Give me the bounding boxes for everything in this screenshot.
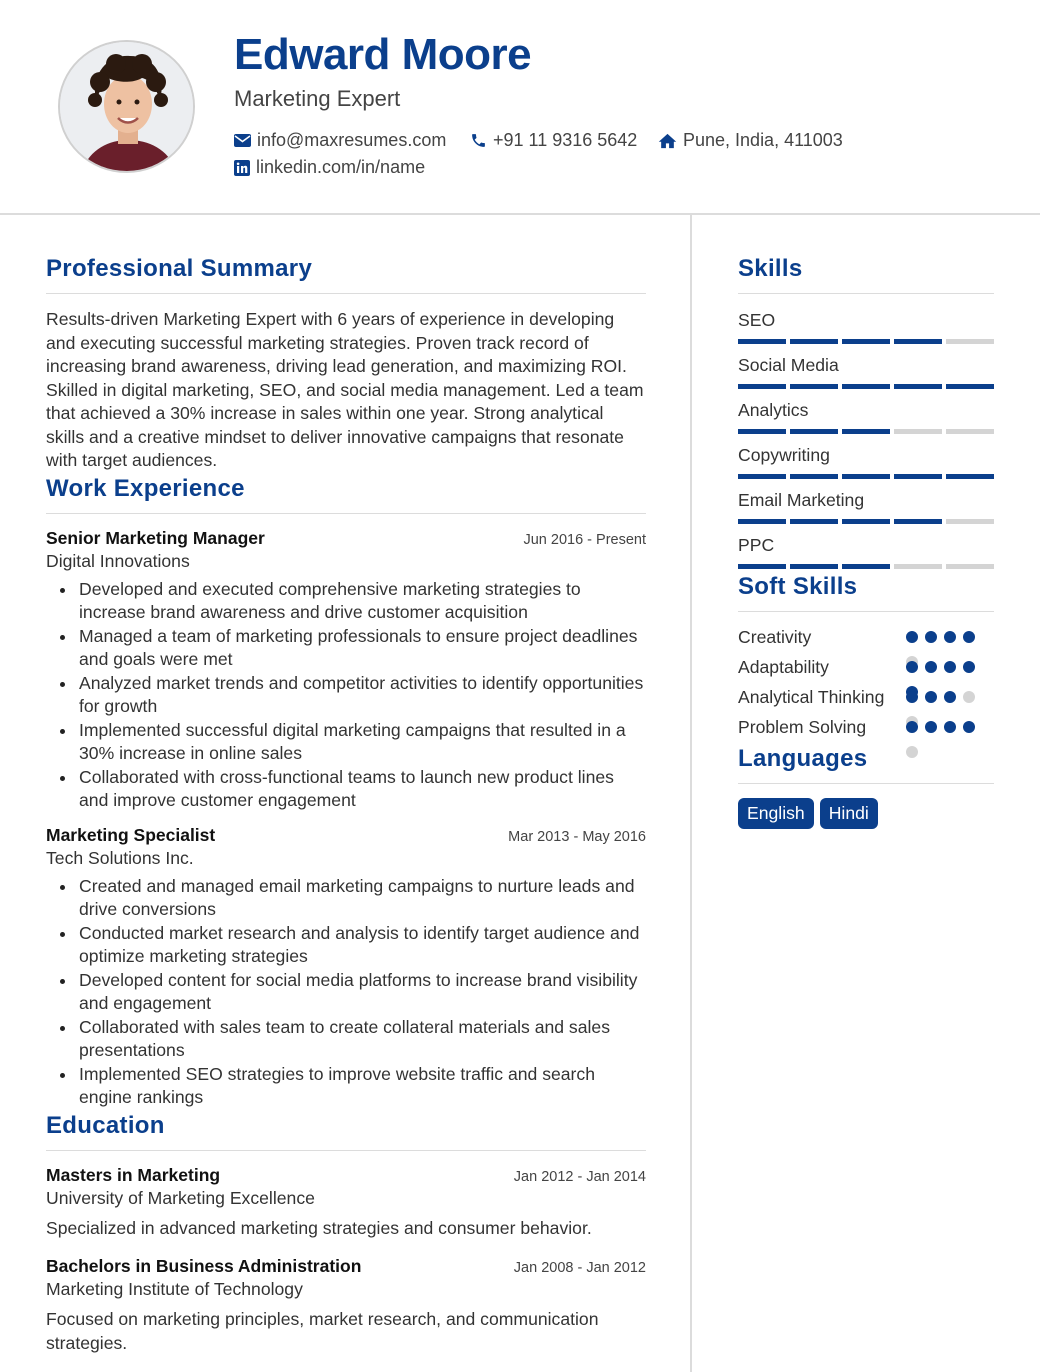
skill-level-segment <box>894 519 942 524</box>
rating-dot <box>944 691 956 703</box>
bullet-item: Collaborated with cross-functional teams to launch new product lines and improve customer engagement <box>46 766 646 813</box>
main-column <box>46 255 646 1355</box>
job-role: Senior Marketing Manager <box>46 527 265 548</box>
phone-icon <box>470 132 487 149</box>
skill-name: SEO <box>738 310 776 330</box>
section-divider <box>46 1150 646 1151</box>
skill-level-segment <box>842 429 890 434</box>
job-entry <box>46 825 646 1110</box>
school-name: Marketing Institute of Technology <box>46 1279 303 1299</box>
skill-level-segment <box>790 474 838 479</box>
home-icon <box>658 133 677 149</box>
rating-dot <box>906 661 918 673</box>
soft-skill-name: Problem Solving <box>738 717 867 737</box>
candidate-name: Edward Moore <box>234 30 532 79</box>
skill-level-segment <box>738 474 786 479</box>
bullet-item: Developed content for social media platforms to increase brand visibility and engagement <box>46 969 646 1016</box>
rating-dot <box>963 691 975 703</box>
rating-dot <box>906 691 918 703</box>
job-company: Digital Innovations <box>46 550 190 571</box>
skill-level-segment <box>946 384 994 389</box>
job-date: Jun 2016 - Present <box>523 531 646 548</box>
education-date: Jan 2008 - Jan 2012 <box>513 1260 646 1276</box>
skills-list <box>738 310 994 569</box>
skill-item <box>738 355 994 389</box>
bullet-item: Analyzed market trends and competitor activities to identify opportunities for growth <box>46 672 646 719</box>
skill-level-segment <box>946 519 994 524</box>
rating-dot <box>925 721 937 733</box>
section-divider <box>46 513 646 514</box>
bullet-item: Managed a team of marketing professionals to ensure project deadlines and goals were met <box>46 625 646 672</box>
rating-dot <box>906 721 918 733</box>
job-bullets <box>46 875 646 1110</box>
soft-skill-rating <box>906 721 978 758</box>
soft-skill-item <box>738 715 994 739</box>
skill-level-segment <box>790 429 838 434</box>
skill-item <box>738 400 994 434</box>
rating-dot <box>925 661 937 673</box>
skill-name: Analytics <box>738 400 809 420</box>
rating-dot <box>944 631 956 643</box>
linkedin-icon <box>234 160 250 176</box>
skill-level-segment <box>738 519 786 524</box>
soft-skill-item <box>738 625 994 649</box>
languages-heading: Languages <box>738 745 868 772</box>
bullet-item: Conducted market research and analysis to identify target audience and optimize marketing strategies <box>46 922 646 969</box>
phone-text: +91 11 9316 5642 <box>493 130 638 150</box>
soft-skills-heading: Soft Skills <box>738 573 858 600</box>
skill-level-segment <box>738 384 786 389</box>
skill-name: PPC <box>738 535 775 555</box>
skills-heading: Skills <box>738 255 803 282</box>
skill-level-segment <box>842 339 890 344</box>
skill-level-bar <box>738 519 994 524</box>
skill-level-bar <box>738 564 994 569</box>
skill-item <box>738 310 994 344</box>
soft-skills-section <box>738 573 994 739</box>
soft-skill-item <box>738 655 994 679</box>
candidate-title: Marketing Expert <box>234 86 401 111</box>
job-company: Tech Solutions Inc. <box>46 847 194 868</box>
education-heading: Education <box>46 1111 165 1139</box>
soft-skill-item <box>738 685 994 709</box>
degree-name: Masters in Marketing <box>46 1164 221 1185</box>
skill-level-segment <box>790 384 838 389</box>
skill-level-segment <box>738 429 786 434</box>
skill-level-segment <box>946 564 994 569</box>
section-divider <box>738 611 994 612</box>
rating-dot <box>963 721 975 733</box>
rating-dot <box>925 631 937 643</box>
skill-name: Copywriting <box>738 445 830 465</box>
rating-dot <box>925 691 937 703</box>
skill-level-segment <box>946 474 994 479</box>
education-section <box>46 1112 646 1356</box>
rating-dot <box>944 661 956 673</box>
skill-item <box>738 490 994 524</box>
skill-level-segment <box>790 519 838 524</box>
skill-level-bar <box>738 384 994 389</box>
language-tag: English <box>738 798 814 829</box>
experience-section <box>46 475 646 1110</box>
resume-header <box>0 0 1040 215</box>
skill-level-segment <box>738 339 786 344</box>
skill-level-segment <box>894 384 942 389</box>
skill-level-segment <box>894 474 942 479</box>
skill-level-bar <box>738 429 994 434</box>
section-divider <box>738 783 994 784</box>
education-date: Jan 2012 - Jan 2014 <box>513 1168 646 1185</box>
education-entry <box>46 1256 646 1355</box>
skill-level-segment <box>946 339 994 344</box>
contact-phone[interactable] <box>470 130 637 151</box>
rating-dot <box>906 631 918 643</box>
linkedin-text: linkedin.com/in/name <box>256 157 426 177</box>
section-divider <box>46 293 646 294</box>
soft-skill-name: Analytical Thinking <box>738 687 885 707</box>
soft-skills-list <box>738 625 994 739</box>
rating-dot <box>906 746 918 758</box>
education-entry <box>46 1165 646 1241</box>
job-bullets <box>46 578 646 813</box>
contact-email[interactable] <box>234 130 446 151</box>
bullet-item: Implemented successful digital marketing campaigns that resulted in a 30% increase in online sales <box>46 719 646 766</box>
contact-linkedin[interactable] <box>234 157 425 178</box>
skill-name: Social Media <box>738 355 839 375</box>
soft-skill-name: Adaptability <box>738 657 829 677</box>
section-divider <box>738 293 994 294</box>
summary-section <box>46 255 646 473</box>
skill-item <box>738 445 994 479</box>
rating-dot <box>963 631 975 643</box>
skill-level-segment <box>842 474 890 479</box>
skill-level-segment <box>842 519 890 524</box>
rating-dot <box>944 721 956 733</box>
education-description: Focused on marketing principles, market research, and communication strategies. <box>46 1309 599 1353</box>
degree-name: Bachelors in Business Administration <box>46 1256 362 1276</box>
job-date: Mar 2013 - May 2016 <box>508 828 646 845</box>
job-entry <box>46 528 646 813</box>
bullet-item: Implemented SEO strategies to improve website traffic and search engine rankings <box>46 1063 646 1110</box>
skill-level-segment <box>738 564 786 569</box>
skill-name: Email Marketing <box>738 490 865 510</box>
summary-text: Results-driven Marketing Expert with 6 years of experience in developing and executing successful marketing strategies. Proven track record of increasing brand awareness, driving lead generation, and maximizing ROI. Skilled in digital marketing, SEO, and social media management. Led a team that achieved a 30% increase in sales within one year. Strong analytical skills and a creative mindset to deliver innovative campaigns that resonate with target audiences. <box>46 309 644 470</box>
rating-dot <box>963 661 975 673</box>
summary-heading: Professional Summary <box>46 255 313 282</box>
skill-level-segment <box>946 429 994 434</box>
skill-level-segment <box>894 429 942 434</box>
skill-level-segment <box>894 339 942 344</box>
bullet-item: Developed and executed comprehensive marketing strategies to increase brand awareness and drive customer acquisition <box>46 578 646 625</box>
bullet-item: Collaborated with sales team to create collateral materials and sales presentations <box>46 1016 646 1063</box>
language-tag: Hindi <box>820 798 878 829</box>
skills-section <box>738 255 994 569</box>
location-text: Pune, India, 411003 <box>683 130 843 150</box>
skill-item <box>738 535 994 569</box>
skill-level-bar <box>738 339 994 344</box>
experience-heading: Work Experience <box>46 474 245 502</box>
envelope-icon <box>234 134 251 147</box>
skill-level-segment <box>842 384 890 389</box>
skill-level-segment <box>790 339 838 344</box>
education-description: Specialized in advanced marketing strategies and consumer behavior. <box>46 1217 592 1238</box>
soft-skill-name: Creativity <box>738 627 812 647</box>
skill-level-segment <box>894 564 942 569</box>
contact-location <box>658 130 843 151</box>
profile-photo <box>60 42 195 173</box>
avatar <box>58 40 195 173</box>
skill-level-bar <box>738 474 994 479</box>
bullet-item: Created and managed email marketing campaigns to nurture leads and drive conversions <box>46 875 646 922</box>
job-role: Marketing Specialist <box>46 824 216 845</box>
sidebar-column <box>738 255 994 829</box>
languages-list <box>738 798 994 829</box>
skill-level-segment <box>790 564 838 569</box>
email-text: info@maxresumes.com <box>257 130 447 150</box>
column-divider <box>690 215 692 1372</box>
school-name: University of Marketing Excellence <box>46 1187 315 1208</box>
skill-level-segment <box>842 564 890 569</box>
